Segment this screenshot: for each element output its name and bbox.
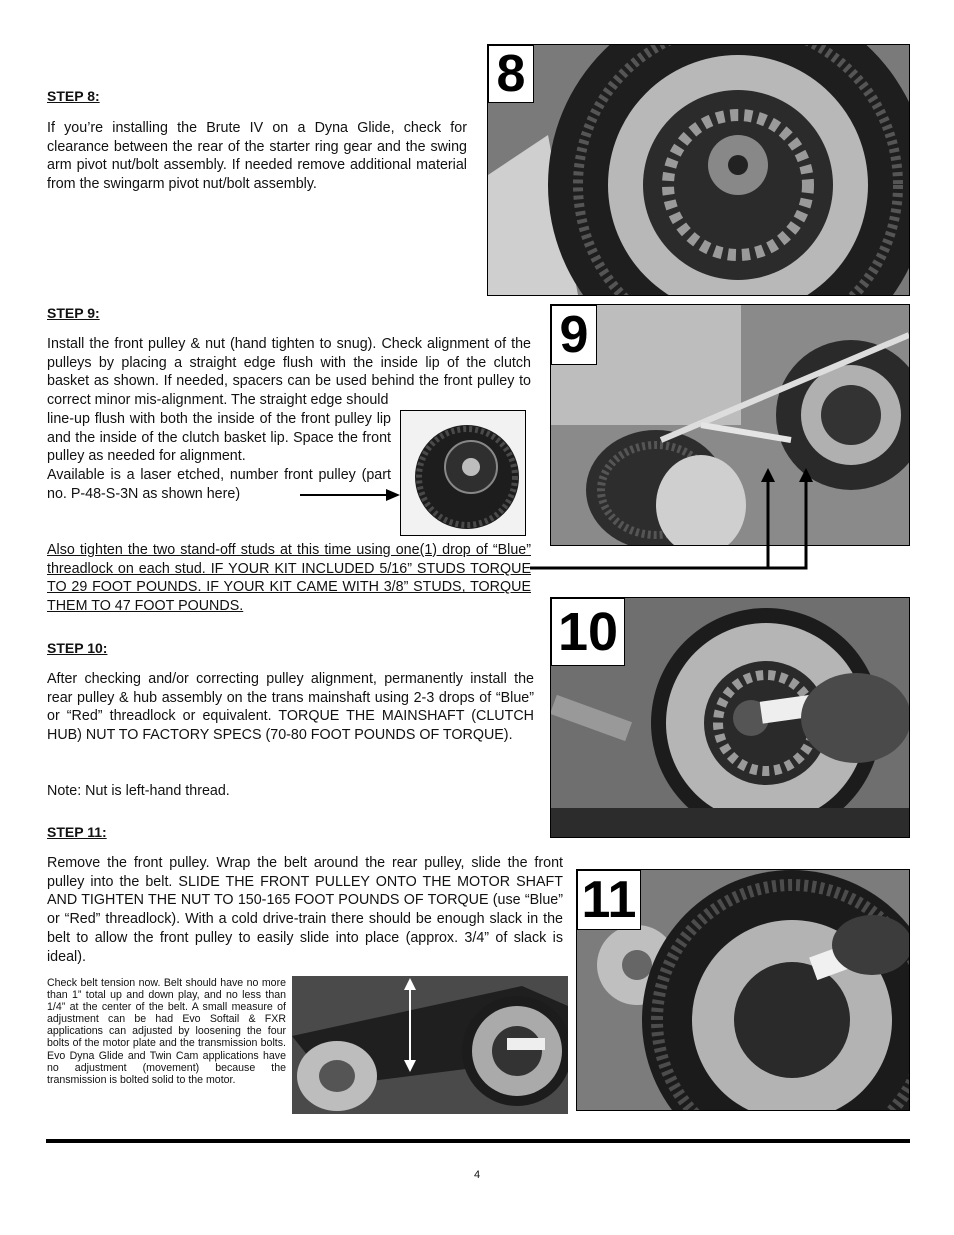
step10-title: STEP 10:	[47, 640, 108, 656]
step11-body: Remove the front pulley. Wrap the belt around the rear pulley, slide the front pulley into the belt. SLIDE THE FRONT PULLEY ONTO THE MOTOR SHAFT AND TIGHTEN THE NUT TO 150-165 FOOT POUNDS OF TORQUE (use “Blue” or “Red” threadlock). With a cold drive-train there should be enough slack in the belt to allow the front pulley to easily slide into place (approx. 3/4” of slack is ideal).	[47, 855, 563, 965]
front-pulley-illustration	[401, 411, 525, 535]
clutch-illustration	[488, 45, 909, 295]
footer-rule	[46, 1139, 910, 1143]
step9-body: Install the front pulley & nut (hand tighten to snug). Check alignment of the pulleys by placing a straight edge flush with the inside lip of the clutch basket as shown. If needed, spacers can be used behind the front pulley to correct minor mis-alignment. The straight edge should	[47, 336, 531, 409]
studs-torque-note: Also tighten the two stand-off studs at this time using one(1) drop of “Blue” threadlock on each stud. IF YOUR KIT INCLUDED 5/16” STUDS TORQUE TO 29 FOOT POUNDS. IF YOUR KIT CAME WITH 3/8” STUDS, TORQUE THEM TO 47 FOOT POUNDS.	[47, 542, 531, 615]
photo-number-badge: 9	[551, 305, 597, 365]
step8-title: STEP 8:	[47, 88, 100, 104]
step9-title: STEP 9:	[47, 305, 100, 321]
step8-photo	[487, 44, 910, 296]
page-number: 4	[473, 1169, 481, 1181]
step10-body: After checking and/or correcting pulley alignment, permanently install the rear pulley & hub assembly on the trans mainshaft using 2-3 drops of “Blue” or “Red” threadlock or equivalent. TORQUE THE MAINSHAFT (CLUTCH HUB) NUT TO FACTORY SPECS (70-80 FOOT POUNDS OF TORQUE).	[47, 671, 534, 744]
step9-pulley-availability: Available is a laser etched, number front pulley (part no. P-48-S-3N as shown here)	[47, 467, 391, 502]
step9-body-continued: line-up flush with both the inside of the front pulley lip and the inside of the clutch basket lip. Space the front pulley as needed for alignment.	[47, 411, 391, 465]
photo-number-badge: 8	[488, 45, 534, 103]
belt-tension-photo	[292, 976, 568, 1114]
photo-number-badge: 10	[551, 598, 625, 666]
step11-title: STEP 11:	[47, 824, 107, 840]
belt-tension-note: Check belt tension now. Belt should have no more than 1” total up and down play, and no less than 1/4” at the center of the belt. A small measure of adjustment can be had Evo Softail & FXR applications can adjusted by loosening the four bolts of the motor plate and the transmission bolts. Evo Dyna Glide and Twin Cam applications have no adjustment (movement) because the transmission is bolted solid to the motor.	[47, 977, 286, 1086]
step8-body: If you’re installing the Brute IV on a Dyna Glide, check for clearance between the rear of the starter ring gear and the swing arm pivot nut/bolt assembly. If needed remove additional material from the swingarm pivot nut/bolt assembly.	[47, 120, 467, 193]
studs-callout-arrows	[528, 466, 814, 576]
photo-number-badge: 11	[577, 870, 641, 930]
belt-tension-illustration	[292, 976, 568, 1114]
arrow-to-pulley-photo	[298, 485, 402, 505]
front-pulley-photo	[400, 410, 526, 536]
step11-photo	[576, 869, 910, 1111]
step10-note: Note: Nut is left-hand thread.	[47, 783, 230, 799]
step10-photo	[550, 597, 910, 838]
